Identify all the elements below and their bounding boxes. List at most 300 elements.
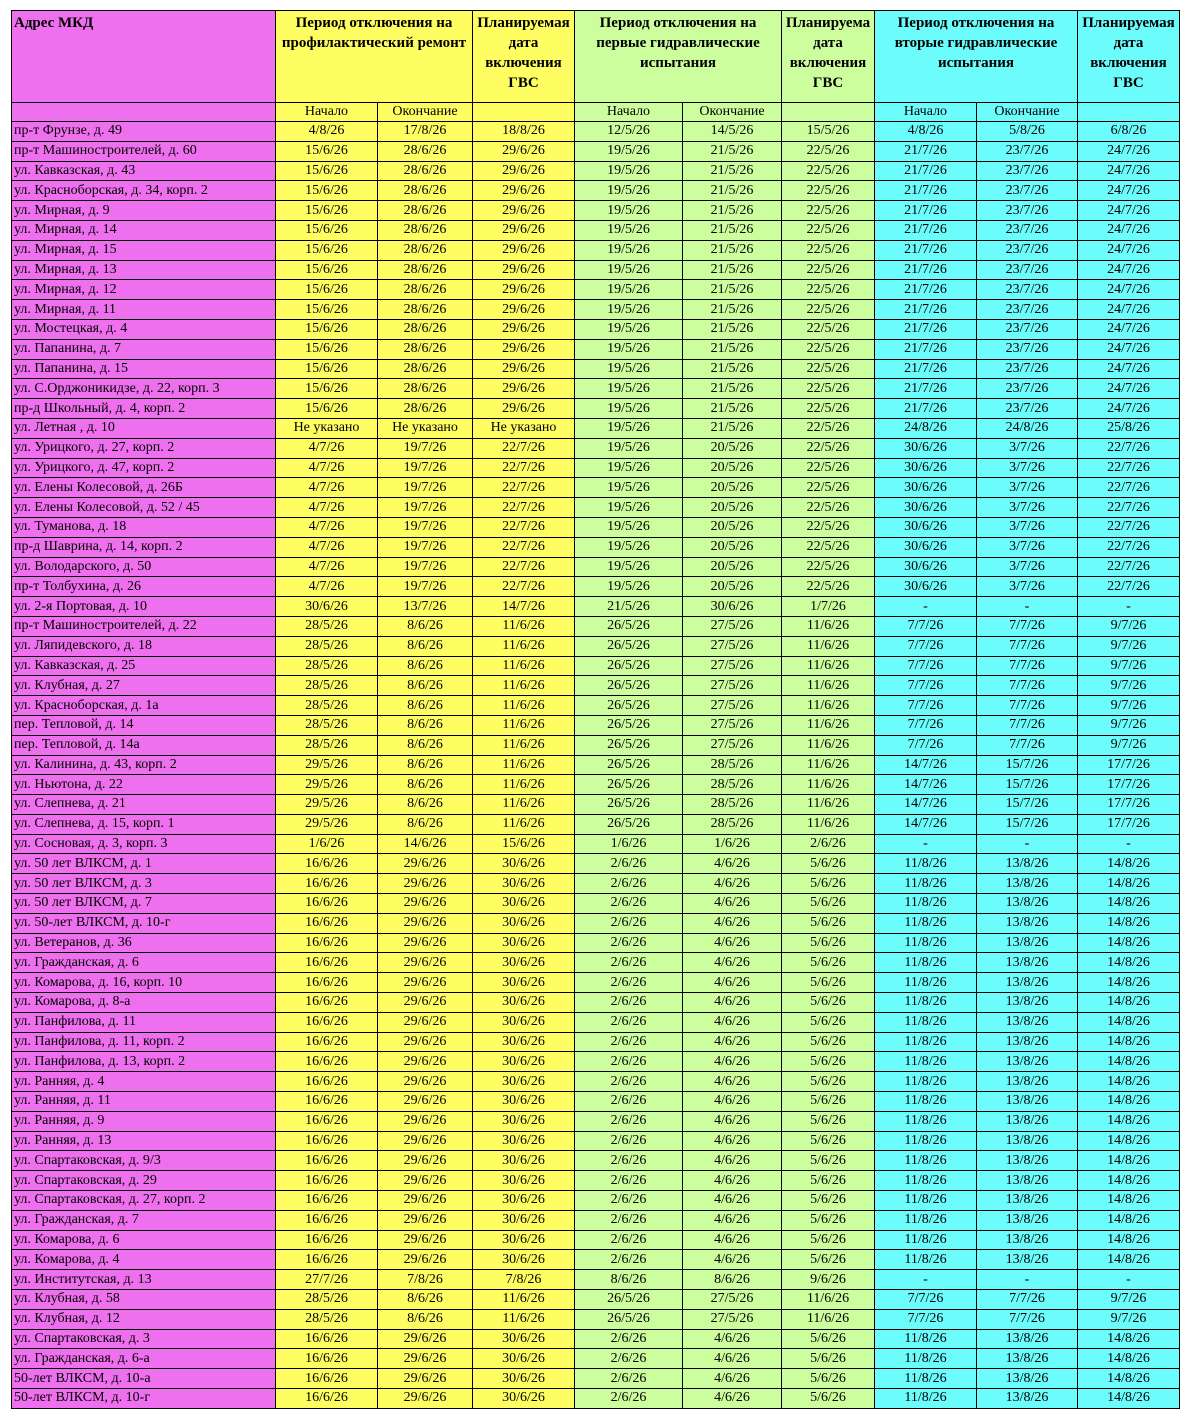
planned-on-cell-3: 9/7/26 [1078, 616, 1180, 636]
repair-start-cell: 4/7/26 [276, 478, 378, 498]
address-cell: пр-т Толбухина, д. 26 [12, 577, 276, 597]
table-row [12, 122, 1180, 142]
address-cell: ул. Спартаковская, д. 29 [12, 1171, 276, 1191]
repair-end-cell: 29/6/26 [378, 1092, 473, 1112]
planned-on-cell-1: 30/6/26 [473, 1092, 575, 1112]
table-row [12, 656, 1180, 676]
repair-start-cell: 15/6/26 [276, 300, 378, 320]
planned-on-cell-2: 5/6/26 [782, 1052, 875, 1072]
repair-start-cell: 16/6/26 [276, 1369, 378, 1389]
second-test-end-cell: 23/7/26 [977, 300, 1078, 320]
first-test-end-cell: 20/5/26 [683, 458, 782, 478]
planned-on-cell-3: 24/7/26 [1078, 280, 1180, 300]
planned-on-cell-3: 9/7/26 [1078, 636, 1180, 656]
first-test-start-cell: 26/5/26 [575, 775, 683, 795]
first-test-end-cell: 21/5/26 [683, 240, 782, 260]
second-test-start-cell: 11/8/26 [875, 894, 977, 914]
address-cell: ул. Спартаковская, д. 9/3 [12, 1151, 276, 1171]
address-cell: пр-т Машиностроителей, д. 60 [12, 141, 276, 161]
first-test-start-cell: 19/5/26 [575, 379, 683, 399]
address-cell: ул. Мостецкая, д. 4 [12, 319, 276, 339]
planned-on-cell-2: 5/6/26 [782, 1369, 875, 1389]
first-test-start-cell: 2/6/26 [575, 1092, 683, 1112]
planned-on-cell-3: 14/8/26 [1078, 1131, 1180, 1151]
planned-on-cell-3: 24/7/26 [1078, 141, 1180, 161]
second-test-start-cell: 11/8/26 [875, 1131, 977, 1151]
planned-on-cell-2: 22/5/26 [782, 280, 875, 300]
second-test-end-cell: 13/8/26 [977, 1151, 1078, 1171]
planned-on-cell-3: 14/8/26 [1078, 1369, 1180, 1389]
planned-on-cell-2: 22/5/26 [782, 240, 875, 260]
second-test-end-cell: 23/7/26 [977, 240, 1078, 260]
planned-on-cell-2: 5/6/26 [782, 1092, 875, 1112]
table-row [12, 1210, 1180, 1230]
table-row [12, 240, 1180, 260]
table-row [12, 696, 1180, 716]
planned-on-cell-2: 5/6/26 [782, 1210, 875, 1230]
second-test-end-cell: 13/8/26 [977, 1032, 1078, 1052]
repair-end-cell: 29/6/26 [378, 894, 473, 914]
address-cell: пр-т Фрунзе, д. 49 [12, 122, 276, 142]
address-cell: ул. Гражданская, д. 7 [12, 1210, 276, 1230]
planned-on-cell-3: 14/8/26 [1078, 1329, 1180, 1349]
first-test-end-cell: 20/5/26 [683, 438, 782, 458]
table-row [12, 478, 1180, 498]
address-cell: ул. Ранняя, д. 13 [12, 1131, 276, 1151]
table-row [12, 319, 1180, 339]
repair-end-cell: 8/6/26 [378, 1309, 473, 1329]
second-test-end-cell: 3/7/26 [977, 438, 1078, 458]
repair-end-cell: 29/6/26 [378, 953, 473, 973]
first-test-end-cell: 21/5/26 [683, 220, 782, 240]
planned-on-cell-3: 14/8/26 [1078, 1092, 1180, 1112]
repair-start-cell: 15/6/26 [276, 319, 378, 339]
second-test-start-cell: 30/6/26 [875, 517, 977, 537]
planned-on-cell-2: 11/6/26 [782, 656, 875, 676]
planned-on-cell-3: 14/8/26 [1078, 1210, 1180, 1230]
repair-end-cell: 8/6/26 [378, 735, 473, 755]
first-test-end-cell: 21/5/26 [683, 141, 782, 161]
second-test-end-cell: 13/8/26 [977, 1072, 1078, 1092]
planned-on-cell-2: 2/6/26 [782, 834, 875, 854]
second-test-start-cell: 30/6/26 [875, 537, 977, 557]
repair-start-cell: 28/5/26 [276, 735, 378, 755]
repair-end-cell: Не указано [378, 418, 473, 438]
planned-on-cell-1: 29/6/26 [473, 240, 575, 260]
address-cell: пр-д Школьный, д. 4, корп. 2 [12, 399, 276, 419]
planned-on-cell-2: 22/5/26 [782, 359, 875, 379]
planned-on-cell-1: 30/6/26 [473, 1171, 575, 1191]
address-cell: ул. Слепнева, д. 15, корп. 1 [12, 814, 276, 834]
second-test-start-cell: - [875, 1270, 977, 1290]
second-test-end-cell: 13/8/26 [977, 1329, 1078, 1349]
planned-on-cell-2: 5/6/26 [782, 1131, 875, 1151]
table-row [12, 894, 1180, 914]
planned-on-cell-2: 5/6/26 [782, 933, 875, 953]
table-row [12, 775, 1180, 795]
repair-start-cell: 4/7/26 [276, 438, 378, 458]
repair-start-cell: 16/6/26 [276, 933, 378, 953]
first-test-end-cell: 21/5/26 [683, 300, 782, 320]
planned-on-cell-3: 22/7/26 [1078, 517, 1180, 537]
repair-end-cell: 28/6/26 [378, 399, 473, 419]
second-test-end-cell: 13/8/26 [977, 1092, 1078, 1112]
planned-on-cell-3: 24/7/26 [1078, 260, 1180, 280]
address-cell: ул. Красноборская, д. 34, корп. 2 [12, 181, 276, 201]
planned-on-cell-3: 14/8/26 [1078, 1012, 1180, 1032]
first-test-start-cell: 26/5/26 [575, 696, 683, 716]
planned-on-cell-3: 24/7/26 [1078, 220, 1180, 240]
planned-on-cell-1: 7/8/26 [473, 1270, 575, 1290]
planned-on-cell-1: Не указано [473, 418, 575, 438]
planned-on-cell-3: 22/7/26 [1078, 498, 1180, 518]
first-test-start-cell: 19/5/26 [575, 161, 683, 181]
repair-end-cell: 19/7/26 [378, 478, 473, 498]
table-row [12, 399, 1180, 419]
planned-on-cell-3: 14/8/26 [1078, 1250, 1180, 1270]
first-test-end-cell: 4/6/26 [683, 1349, 782, 1369]
second-test-start-cell: 21/7/26 [875, 339, 977, 359]
repair-start-cell: 16/6/26 [276, 854, 378, 874]
repair-end-cell: 29/6/26 [378, 1349, 473, 1369]
planned-on-cell-1: 30/6/26 [473, 1250, 575, 1270]
second-test-start-cell: 11/8/26 [875, 854, 977, 874]
repair-end-cell: 8/6/26 [378, 1290, 473, 1310]
repair-start-cell: 28/5/26 [276, 715, 378, 735]
repair-start-cell: 28/5/26 [276, 1290, 378, 1310]
repair-start-cell: 16/6/26 [276, 1191, 378, 1211]
first-test-period-header: Период отключения на первые гидравлические испытания [575, 11, 782, 103]
repair-end-cell: 29/6/26 [378, 973, 473, 993]
planned-on-cell-3: 14/8/26 [1078, 1389, 1180, 1409]
planned-on-cell-1: 30/6/26 [473, 1369, 575, 1389]
first-test-start-header: Начало [575, 103, 683, 122]
table-row [12, 220, 1180, 240]
second-test-start-cell: 11/8/26 [875, 1032, 977, 1052]
table-row [12, 300, 1180, 320]
repair-start-cell: 28/5/26 [276, 656, 378, 676]
table-row [12, 201, 1180, 221]
table-row [12, 1171, 1180, 1191]
planned-on-cell-2: 5/6/26 [782, 1191, 875, 1211]
second-test-end-cell: 13/8/26 [977, 1012, 1078, 1032]
repair-end-cell: 29/6/26 [378, 993, 473, 1013]
table-row [12, 181, 1180, 201]
repair-end-cell: 8/6/26 [378, 755, 473, 775]
planned-on-cell-2: 5/6/26 [782, 854, 875, 874]
planned-on-cell-1: 30/6/26 [473, 953, 575, 973]
planned-on-cell-3: 14/8/26 [1078, 854, 1180, 874]
planned-on-cell-2: 22/5/26 [782, 517, 875, 537]
first-test-end-cell: 20/5/26 [683, 577, 782, 597]
planned-on-cell-3: 9/7/26 [1078, 715, 1180, 735]
first-test-end-cell: 4/6/26 [683, 1171, 782, 1191]
repair-end-cell: 29/6/26 [378, 1171, 473, 1191]
first-test-start-cell: 26/5/26 [575, 636, 683, 656]
planned-on-cell-1: 30/6/26 [473, 1072, 575, 1092]
table-row [12, 795, 1180, 815]
address-cell: ул. Ранняя, д. 11 [12, 1092, 276, 1112]
first-test-start-cell: 19/5/26 [575, 201, 683, 221]
second-test-end-cell: 7/7/26 [977, 1309, 1078, 1329]
second-test-start-cell: 7/7/26 [875, 616, 977, 636]
planned-on-cell-1: 29/6/26 [473, 220, 575, 240]
planned-on-cell-1: 11/6/26 [473, 755, 575, 775]
second-test-start-cell: - [875, 834, 977, 854]
second-test-end-cell: 23/7/26 [977, 359, 1078, 379]
planned-on-cell-1: 29/6/26 [473, 260, 575, 280]
first-test-end-cell: 28/5/26 [683, 755, 782, 775]
address-cell: пр-т Машиностроителей, д. 22 [12, 616, 276, 636]
planned-on-cell-1: 18/8/26 [473, 122, 575, 142]
second-test-end-cell: 3/7/26 [977, 478, 1078, 498]
planned-on-cell-1: 30/6/26 [473, 993, 575, 1013]
second-test-start-cell: 11/8/26 [875, 1151, 977, 1171]
address-cell: ул. Клубная, д. 58 [12, 1290, 276, 1310]
planned-on-cell-3: 14/8/26 [1078, 913, 1180, 933]
table-row [12, 913, 1180, 933]
subheader-row [12, 103, 1180, 122]
second-test-start-cell: 11/8/26 [875, 1389, 977, 1409]
planned-on-cell-2: 5/6/26 [782, 1151, 875, 1171]
second-test-start-cell: 7/7/26 [875, 735, 977, 755]
second-test-start-cell: 7/7/26 [875, 636, 977, 656]
planned-on-cell-3: 22/7/26 [1078, 557, 1180, 577]
first-test-end-cell: 21/5/26 [683, 359, 782, 379]
repair-period-header: Период отключения на профилактический ремонт [276, 11, 473, 103]
second-test-end-cell: 3/7/26 [977, 498, 1078, 518]
repair-end-cell: 29/6/26 [378, 1131, 473, 1151]
table-row [12, 1131, 1180, 1151]
table-row [12, 161, 1180, 181]
planned-on-header-3: Планируемая дата включения ГВС [1078, 11, 1180, 103]
first-test-start-cell: 19/5/26 [575, 319, 683, 339]
planned-on-cell-1: 14/7/26 [473, 597, 575, 617]
address-cell: ул. Елены Колесовой, д. 26Б [12, 478, 276, 498]
second-test-start-cell: 21/7/26 [875, 260, 977, 280]
repair-end-cell: 28/6/26 [378, 240, 473, 260]
table-row [12, 1369, 1180, 1389]
address-cell: ул. С.Орджоникидзе, д. 22, корп. 3 [12, 379, 276, 399]
planned-on-cell-2: 5/6/26 [782, 1250, 875, 1270]
planned-on-cell-1: 30/6/26 [473, 913, 575, 933]
planned-on-cell-2: 22/5/26 [782, 260, 875, 280]
planned-on-cell-1: 29/6/26 [473, 300, 575, 320]
planned-on-cell-2: 11/6/26 [782, 795, 875, 815]
planned-on-cell-2: 22/5/26 [782, 201, 875, 221]
planned-on-cell-3: 14/8/26 [1078, 874, 1180, 894]
repair-start-cell: 15/6/26 [276, 260, 378, 280]
first-test-start-cell: 2/6/26 [575, 1329, 683, 1349]
second-test-start-cell: 30/6/26 [875, 498, 977, 518]
planned-on-cell-3: 24/7/26 [1078, 161, 1180, 181]
second-test-end-cell: 15/7/26 [977, 795, 1078, 815]
first-test-end-cell: 4/6/26 [683, 1250, 782, 1270]
planned-on-cell-3: 25/8/26 [1078, 418, 1180, 438]
first-test-end-cell: 8/6/26 [683, 1270, 782, 1290]
table-row [12, 953, 1180, 973]
planned-on-cell-2: 22/5/26 [782, 577, 875, 597]
planned-on-cell-3: 24/7/26 [1078, 181, 1180, 201]
planned-on-cell-1: 11/6/26 [473, 1290, 575, 1310]
first-test-end-cell: 4/6/26 [683, 1032, 782, 1052]
planned-on-cell-1: 11/6/26 [473, 735, 575, 755]
planned-on-cell-1: 22/7/26 [473, 517, 575, 537]
first-test-start-cell: 19/5/26 [575, 418, 683, 438]
planned-on-cell-2: 5/6/26 [782, 874, 875, 894]
first-test-end-cell: 28/5/26 [683, 795, 782, 815]
first-test-end-cell: 27/5/26 [683, 735, 782, 755]
table-row [12, 1072, 1180, 1092]
second-test-end-cell: 23/7/26 [977, 319, 1078, 339]
planned-on-cell-1: 30/6/26 [473, 1349, 575, 1369]
second-test-end-cell: 23/7/26 [977, 339, 1078, 359]
repair-end-cell: 29/6/26 [378, 1151, 473, 1171]
first-test-end-cell: 4/6/26 [683, 1092, 782, 1112]
planned-on-cell-2: 5/6/26 [782, 913, 875, 933]
first-test-start-cell: 2/6/26 [575, 1151, 683, 1171]
address-cell: ул. Панфилова, д. 11 [12, 1012, 276, 1032]
repair-start-cell: 15/6/26 [276, 399, 378, 419]
first-test-start-cell: 2/6/26 [575, 993, 683, 1013]
second-test-end-cell: 13/8/26 [977, 1369, 1078, 1389]
planned-on-cell-1: 30/6/26 [473, 1111, 575, 1131]
planned-on-cell-1: 11/6/26 [473, 814, 575, 834]
planned-on-subheader-1 [473, 103, 575, 122]
planned-on-cell-1: 29/6/26 [473, 181, 575, 201]
repair-start-cell: 28/5/26 [276, 1309, 378, 1329]
first-test-start-cell: 19/5/26 [575, 141, 683, 161]
planned-on-cell-2: 9/6/26 [782, 1270, 875, 1290]
repair-start-cell: 16/6/26 [276, 1389, 378, 1409]
first-test-end-cell: 4/6/26 [683, 1210, 782, 1230]
repair-start-cell: 16/6/26 [276, 1329, 378, 1349]
address-cell: ул. Папанина, д. 15 [12, 359, 276, 379]
second-test-end-cell: 23/7/26 [977, 220, 1078, 240]
first-test-end-cell: 4/6/26 [683, 1052, 782, 1072]
planned-on-cell-1: 22/7/26 [473, 537, 575, 557]
address-cell: ул. Ранняя, д. 4 [12, 1072, 276, 1092]
second-test-start-cell: 11/8/26 [875, 913, 977, 933]
repair-end-cell: 29/6/26 [378, 1012, 473, 1032]
planned-on-cell-1: 22/7/26 [473, 577, 575, 597]
planned-on-cell-2: 22/5/26 [782, 161, 875, 181]
second-test-end-cell: 3/7/26 [977, 458, 1078, 478]
table-row [12, 1230, 1180, 1250]
first-test-start-cell: 2/6/26 [575, 1191, 683, 1211]
planned-on-header-2: Планируема дата включения ГВС [782, 11, 875, 103]
second-test-start-cell: 21/7/26 [875, 181, 977, 201]
address-cell: ул. Летная , д. 10 [12, 418, 276, 438]
address-cell: ул. 50 лет ВЛКСМ, д. 7 [12, 894, 276, 914]
first-test-start-cell: 8/6/26 [575, 1270, 683, 1290]
second-test-start-cell: 7/7/26 [875, 656, 977, 676]
planned-on-cell-2: 22/5/26 [782, 319, 875, 339]
first-test-start-cell: 2/6/26 [575, 1349, 683, 1369]
table-row [12, 676, 1180, 696]
repair-start-cell: 29/5/26 [276, 775, 378, 795]
table-row [12, 517, 1180, 537]
first-test-start-cell: 19/5/26 [575, 557, 683, 577]
table-row [12, 260, 1180, 280]
address-cell: пер. Тепловой, д. 14а [12, 735, 276, 755]
repair-end-cell: 19/7/26 [378, 517, 473, 537]
repair-start-cell: 4/7/26 [276, 517, 378, 537]
first-test-end-cell: 21/5/26 [683, 201, 782, 221]
first-test-start-cell: 2/6/26 [575, 1111, 683, 1131]
planned-on-cell-1: 30/6/26 [473, 1032, 575, 1052]
second-test-start-cell: 11/8/26 [875, 1230, 977, 1250]
first-test-start-cell: 2/6/26 [575, 1072, 683, 1092]
first-test-start-cell: 19/5/26 [575, 577, 683, 597]
address-cell: ул. Кавказская, д. 43 [12, 161, 276, 181]
first-test-start-cell: 19/5/26 [575, 498, 683, 518]
repair-end-cell: 28/6/26 [378, 319, 473, 339]
first-test-start-cell: 26/5/26 [575, 656, 683, 676]
second-test-end-cell: 23/7/26 [977, 161, 1078, 181]
repair-start-cell: 15/6/26 [276, 181, 378, 201]
second-test-end-cell: 23/7/26 [977, 260, 1078, 280]
first-test-end-cell: 4/6/26 [683, 1191, 782, 1211]
first-test-start-cell: 26/5/26 [575, 795, 683, 815]
first-test-end-cell: 20/5/26 [683, 517, 782, 537]
second-test-end-cell: 7/7/26 [977, 735, 1078, 755]
second-test-start-cell: 24/8/26 [875, 418, 977, 438]
first-test-start-cell: 19/5/26 [575, 280, 683, 300]
planned-on-cell-2: 22/5/26 [782, 339, 875, 359]
repair-end-cell: 29/6/26 [378, 913, 473, 933]
second-test-end-cell: 3/7/26 [977, 557, 1078, 577]
repair-start-cell: 28/5/26 [276, 696, 378, 716]
second-test-end-cell: 13/8/26 [977, 1191, 1078, 1211]
planned-on-cell-1: 30/6/26 [473, 933, 575, 953]
planned-on-header-1: Планируемая дата включения ГВС [473, 11, 575, 103]
second-test-start-cell: 7/7/26 [875, 676, 977, 696]
planned-on-cell-1: 11/6/26 [473, 696, 575, 716]
address-subheader [12, 103, 276, 122]
repair-start-cell: 4/7/26 [276, 557, 378, 577]
table-row [12, 597, 1180, 617]
first-test-end-cell: 20/5/26 [683, 537, 782, 557]
repair-start-cell: 16/6/26 [276, 1250, 378, 1270]
planned-on-cell-2: 11/6/26 [782, 636, 875, 656]
address-cell: пр-д Шаврина, д. 14, корп. 2 [12, 537, 276, 557]
table-row [12, 1309, 1180, 1329]
address-cell: ул. Мирная, д. 13 [12, 260, 276, 280]
repair-start-cell: 16/6/26 [276, 1151, 378, 1171]
repair-start-cell: 1/6/26 [276, 834, 378, 854]
address-cell: ул. Елены Колесовой, д. 52 / 45 [12, 498, 276, 518]
planned-on-cell-2: 22/5/26 [782, 478, 875, 498]
planned-on-cell-3: 24/7/26 [1078, 300, 1180, 320]
address-cell: ул. 50 лет ВЛКСМ, д. 3 [12, 874, 276, 894]
second-test-start-cell: 11/8/26 [875, 1369, 977, 1389]
repair-end-cell: 28/6/26 [378, 141, 473, 161]
planned-on-cell-1: 30/6/26 [473, 874, 575, 894]
repair-start-cell: 15/6/26 [276, 359, 378, 379]
table-row [12, 359, 1180, 379]
planned-on-cell-2: 11/6/26 [782, 735, 875, 755]
first-test-end-cell: 20/5/26 [683, 478, 782, 498]
first-test-start-cell: 19/5/26 [575, 438, 683, 458]
repair-end-cell: 29/6/26 [378, 854, 473, 874]
repair-end-cell: 19/7/26 [378, 498, 473, 518]
planned-on-cell-3: 14/8/26 [1078, 894, 1180, 914]
repair-end-cell: 8/6/26 [378, 616, 473, 636]
table-row [12, 874, 1180, 894]
planned-on-cell-1: 30/6/26 [473, 1131, 575, 1151]
planned-on-cell-2: 22/5/26 [782, 141, 875, 161]
